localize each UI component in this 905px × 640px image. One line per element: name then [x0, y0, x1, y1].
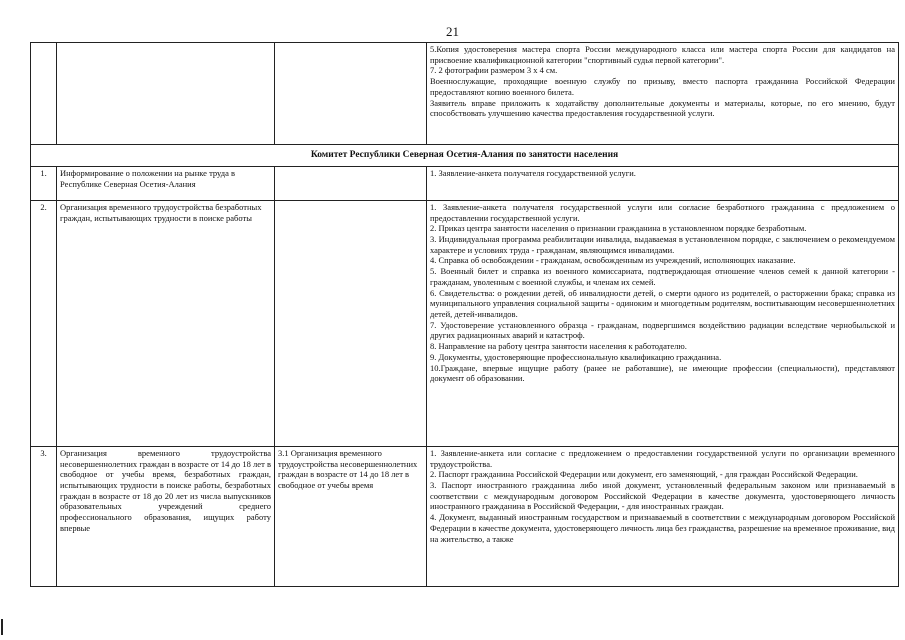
document-line: 1. Заявление-анкета получателя государственной услуги.: [430, 167, 636, 178]
service-name: Организация временного трудоустройства безработных граждан, испытывающих трудности в поиске работы: [57, 200, 275, 446]
document-line: 4. Справка об освобождении - гражданам, освобожденным из учреждений, исполняющих наказание.: [430, 255, 796, 266]
document-line: 3. Паспорт иностранного гражданина либо иной документ, установленный федеральным законом или признаваемый в соответствии с международным договором Российской Федерации в качестве документа, удостоверяющего личность иностранного гражданина в Российской Федерации, - для иностранных граждан.: [430, 480, 895, 512]
cell-service: [57, 43, 275, 145]
row-number: 2.: [31, 200, 57, 446]
cell-subservice: [275, 43, 427, 145]
table-row: [31, 166, 899, 200]
table-row: [31, 43, 899, 145]
document-line: 2. Приказ центра занятости населения о признании гражданина в установленном порядке безработным.: [430, 223, 807, 234]
document-line: 2. Паспорт гражданина Российской Федерации или документ, его заменяющий, - для граждан Российской Федерации.: [430, 469, 858, 480]
section-row: [31, 145, 899, 167]
cell-documents: [427, 166, 899, 200]
service-name: Организация временного трудоустройства несовершеннолетних граждан в возрасте от 14 до 18 лет в свободное от учебы время, безработных граждан, испытывающих трудности в поиске работы, безработных граждан в возрасте от 18 до 20 лет из числа выпускников образовательных учреждений среднего профессионального образования, ищущих работу впервые: [57, 446, 275, 586]
document-line: 5.Копия удостоверения мастера спорта России международного класса или мастера спорта России для кандидатов на присвоение квалификационной категории "спортивный судья первой категории".: [430, 44, 895, 65]
document-line: 7. 2 фотографии размером 3 х 4 см.: [430, 65, 558, 76]
document-line: 1. Заявление-анкета или согласие с предложением о предоставлении государственной услуги по организации временного трудоустройства.: [430, 447, 895, 469]
document-line: 1. Заявление-анкета получателя государственной услуги или согласие безработного гражданина с предложением о предоставлении государственной услуги.: [430, 201, 895, 223]
row-number: 1.: [31, 166, 57, 200]
section-title: Комитет Республики Северная Осетия-Алания по занятости населения: [31, 145, 899, 167]
page-number: 21: [446, 24, 459, 39]
document-line: 3. Индивидуальная программа реабилитации инвалида, выдаваемая в установленном порядке, с заключением о рекомендуемом характере и условиях труда - гражданам, являющимся инвалидами.: [430, 234, 895, 255]
cell-documents: [427, 446, 899, 586]
document-line: Заявитель вправе приложить к ходатайству дополнительные документы и материалы, которые, по его мнению, будут способствовать улучшению качества предоставления государственной услуги.: [430, 97, 895, 119]
cell-documents: [427, 43, 899, 145]
document-line: Военнослужащие, проходящие военную службу по призыву, вместо паспорта гражданина Российской Федерации предоставляют копию военного билета.: [430, 76, 895, 97]
services-table: [30, 42, 899, 587]
document-line: 6. Свидетельства: о рождении детей, об инвалидности детей, о смерти одного из родителей, о расторжении брака; справка из муниципального управления социальной защиты - одиноким и многодетным родителям, воспитывающим несовершеннолетних детей, детей-инвалидов.: [430, 287, 895, 319]
document-line: 9. Документы, удостоверяющие профессиональную квалификацию гражданина.: [430, 351, 722, 362]
table-row: [31, 200, 899, 446]
document-line: 7. Удостоверение установленного образца - гражданам, подвергшимся воздействию радиации вследствие чернобыльской и других радиационных аварий и катастроф.: [430, 319, 895, 341]
row-number: 3.: [31, 446, 57, 586]
subservice-name: [275, 166, 427, 200]
document-line: 8. Направление на работу центра занятости населения к работодателю.: [430, 341, 687, 352]
subservice-name: 3.1 Организация временного трудоустройства несовершеннолетних граждан в возрасте от 14 до 18 лет в свободное от учебы время: [275, 446, 427, 586]
table-row: [31, 446, 899, 586]
cell-documents: [427, 200, 899, 446]
subservice-name: [275, 200, 427, 446]
service-name: Информирование о положении на рынке труда в Республике Северная Осетия-Алания: [57, 166, 275, 200]
cell-num: [31, 43, 57, 145]
document-line: 10.Граждане, впервые ищущие работу (ранее не работавшие), не имеющие профессии (специальности), представляют документ об образовании.: [430, 362, 895, 384]
document-line: 4. Документ, выданный иностранным государством и признаваемый в соответствии с международным договором Российской Федерации в качестве документа, удостоверяющего личность лица без гражданства, разрешение на временное проживание, вид на жительство, а также: [430, 512, 895, 544]
scan-edge-mark: [1, 619, 3, 635]
document-line: 5. Военный билет и справка из военного комиссариата, подтверждающая отношение членов семей к данной категории - гражданам, уволенным с военной службы, и членам их семей.: [430, 266, 895, 287]
